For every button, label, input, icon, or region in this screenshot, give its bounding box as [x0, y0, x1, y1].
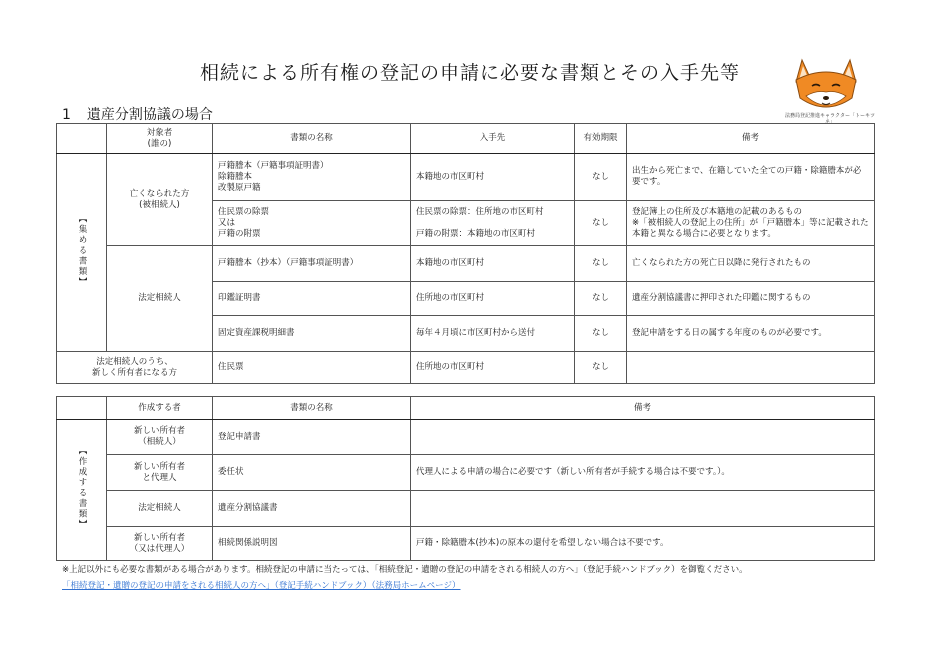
table-row: [57, 352, 875, 384]
side-label-create: 【作成する書類】: [57, 420, 107, 561]
source-cell: 本籍地の市区町村: [411, 246, 575, 282]
doc-cell: 印鑑証明書: [213, 282, 411, 316]
source-cell: 住所地の市区町村: [411, 352, 575, 384]
group-heirs: 法定相続人: [107, 246, 213, 352]
section-label: 遺産分割協議の場合: [86, 107, 213, 123]
section-number: 1: [62, 107, 71, 123]
doc-cell: 固定資産課税明細書: [213, 316, 411, 352]
expiry-cell: なし: [575, 201, 627, 246]
col-header-note: 備考: [627, 124, 875, 154]
note-cell: 戸籍・除籍謄本(抄本)の原本の還付を希望しない場合は不要です。: [411, 527, 875, 561]
creator-cell: 法定相続人: [107, 491, 213, 527]
expiry-cell: なし: [575, 246, 627, 282]
expiry-cell: なし: [575, 316, 627, 352]
doc-cell: 遺産分割協議書: [213, 491, 411, 527]
doc-cell: 戸籍謄本（戸籍事項証明書） 除籍謄本 改製原戸籍: [213, 154, 411, 201]
page-title: 相続による所有権の登記の申請に必要な書類とその入手先等: [199, 62, 740, 84]
footnote: ※上記以外にも必要な書類がある場合があります。相続登記の申請に当たっては、「相続登記・遺贈の登記の申請をされる相続人の方へ」（登記手続ハンドブック）を御覧ください。: [62, 565, 748, 575]
note-cell: [411, 491, 875, 527]
note-cell: 遺産分割協議書に押印された印鑑に関するもの: [627, 282, 875, 316]
table-header-row: [57, 397, 875, 420]
col-header-note: 備考: [411, 397, 875, 420]
source-cell: 住民票の除票：住所地の市区町村 戸籍の附票：本籍地の市区町村: [411, 201, 575, 246]
creator-cell: 新しい所有者 （相続人）: [107, 420, 213, 455]
note-cell: 亡くなられた方の死亡日以降に発行されたもの: [627, 246, 875, 282]
note-cell: 出生から死亡まで、在籍していた全ての戸籍・除籍謄本が必要です。: [627, 154, 875, 201]
expiry-cell: なし: [575, 352, 627, 384]
note-cell: [627, 352, 875, 384]
doc-cell: 相続関係説明図: [213, 527, 411, 561]
table-row: [57, 154, 875, 201]
col-header-expiry: 有効期限: [575, 124, 627, 154]
note-cell: 代理人による申請の場合に必要です（新しい所有者が手続する場合は不要です。）。: [411, 455, 875, 491]
doc-cell: 住民票の除票 又は 戸籍の附票: [213, 201, 411, 246]
table-row: [57, 527, 875, 561]
fox-mascot-logo: [788, 56, 864, 116]
table-row: [57, 491, 875, 527]
col-header-target: 対象者 (誰の): [107, 124, 213, 154]
handbook-link[interactable]: 「相続登記・遺贈の登記の申請をされる相続人の方へ」（登記手続ハンドブック）（法務局ホームページ）: [62, 581, 461, 591]
source-cell: 本籍地の市区町村: [411, 154, 575, 201]
doc-cell: 住民票: [213, 352, 411, 384]
col-header-creator: 作成する者: [107, 397, 213, 420]
table-row: [57, 246, 875, 282]
doc-cell: 戸籍謄本（抄本）（戸籍事項証明書）: [213, 246, 411, 282]
table-row: [57, 420, 875, 455]
doc-cell: 委任状: [213, 455, 411, 491]
documents-to-collect-table: [56, 123, 875, 384]
col-header-doc: 書類の名称: [213, 124, 411, 154]
source-cell: 住所地の市区町村: [411, 282, 575, 316]
doc-cell: 登記申請書: [213, 420, 411, 455]
note-cell: 登記申請をする日の属する年度のものが必要です。: [627, 316, 875, 352]
expiry-cell: なし: [575, 282, 627, 316]
creator-cell: 新しい所有者 （又は代理人）: [107, 527, 213, 561]
documents-to-create-table: [56, 396, 875, 561]
mascot-caption: 法務局登記推進キャラクター「トーキツネ」: [785, 113, 875, 125]
note-cell: 登記簿上の住所及び本籍地の記載のあるもの ※「被相続人の登記上の住所」が「戸籍謄本」等に記載された本籍と異なる場合に必要となります。: [627, 201, 875, 246]
group-deceased: 亡くなられた方 (被相続人): [107, 154, 213, 246]
source-cell: 毎年４月頃に市区町村から送付: [411, 316, 575, 352]
group-new-owner: 法定相続人のうち、 新しく所有者になる方: [57, 352, 213, 384]
table-row: [57, 455, 875, 491]
creator-cell: 新しい所有者 と代理人: [107, 455, 213, 491]
table-header-row: [57, 124, 875, 154]
note-cell: [411, 420, 875, 455]
section-heading: [62, 104, 213, 124]
expiry-cell: なし: [575, 154, 627, 201]
col-header-doc: 書類の名称: [213, 397, 411, 420]
side-label-collect: 【集める書類】: [57, 154, 107, 352]
col-header-source: 入手先: [411, 124, 575, 154]
